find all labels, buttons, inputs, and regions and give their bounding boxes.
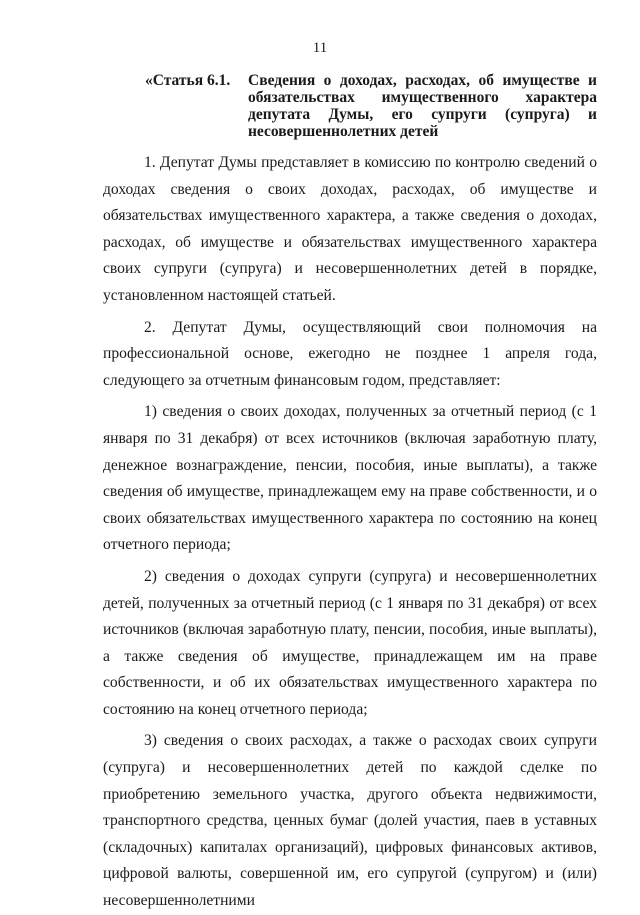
paragraph-1: 1. Депутат Думы представляет в комиссию по контролю сведений о доходах сведения о своих доходах, расходах, об имуществе и обязательствах имущественного характера, а также сведения о доходах, расходах, об имуществе и обязательствах имущественного характера своих супруги (супруга) и несовершеннолетних детей в порядке, установленном настоящей статьей. bbox=[103, 154, 597, 304]
paragraph-2-item-2: 2) сведения о доходах супруги (супруга) и несовершеннолетних детей, полученных за отчетный период (с 1 января по 31 декабря) от всех источников (включая заработную плату, пенсии, пособия, иные выплаты), а также сведения об имуществе, принадлежащем им на праве собственности, и об их обязательствах имущественного характера по состоянию на конец отчетного периода; bbox=[103, 567, 597, 718]
article-title: Сведения о доходах, расходах, об имуществе и обязательствах имущественного характера депутата Думы, его супруги (супруга) и несовершеннолетних детей bbox=[248, 72, 597, 140]
paragraph-2: 2. Депутат Думы, осуществляющий свои полномочия на профессиональной основе, ежегодно не позднее 1 апреля года, следующего за отчетным финансовым годом, представляет: bbox=[103, 318, 597, 389]
article-number: «Статья 6.1. bbox=[145, 72, 231, 89]
paragraph-2-item-1: 1) сведения о своих доходах, полученных за отчетный период (с 1 января по 31 декабря) от всех источников (включая заработную плату, денежное вознаграждение, пенсии, пособия, иные выплаты), а также сведения об имуществе, принадлежащем ему на праве собственности, и о своих обязательствах имущественного характера по состоянию на конец отчетного периода; bbox=[103, 403, 597, 554]
paragraph-2-item-3: 3) сведения о своих расходах, а также о расходах своих супруги (супруга) и несовершеннолетних детей по каждой сделке по приобретению земельного участка, другого объекта недвижимости, транспортного средства, ценных бумаг (долей участия, паев в уставных (складочных) капиталах организаций), цифровых финансовых активов, цифровой валюты, совершенной им, его супругой (супругом) и (или) несовершеннолетними bbox=[103, 732, 597, 910]
document-body bbox=[103, 150, 597, 915]
article-heading bbox=[145, 72, 597, 140]
page-number: 11 bbox=[312, 40, 328, 56]
